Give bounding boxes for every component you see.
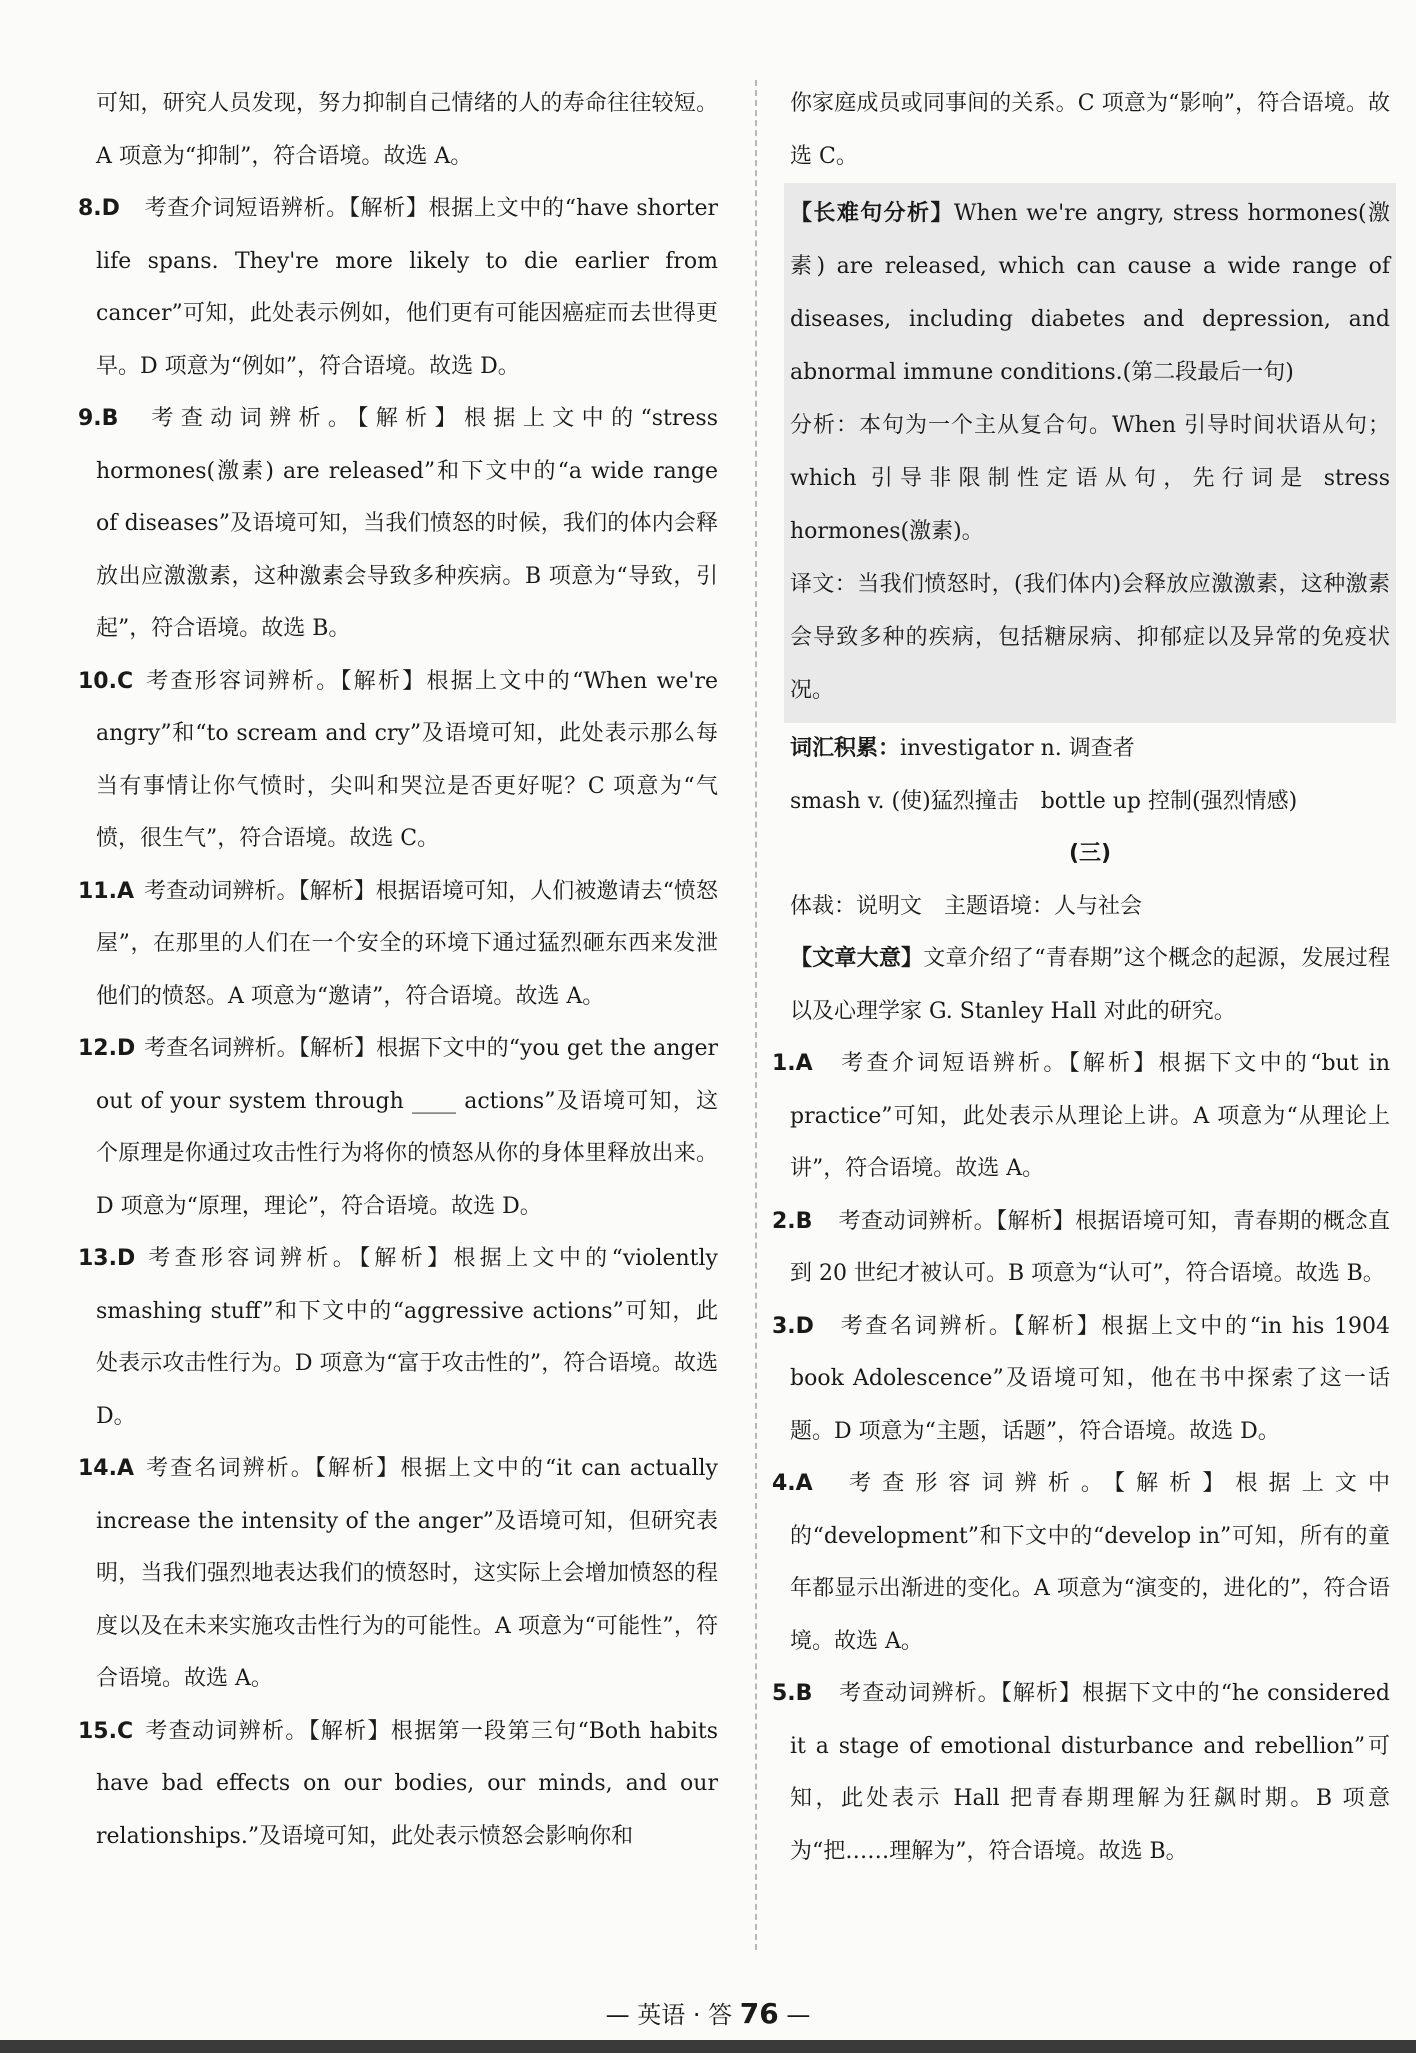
left-cont-text: 可知，研究人员发现，努力抑制自己情绪的人的寿命往往较短。A 项意为“抑制”，符合语境。故选 A。 — [96, 91, 718, 169]
answer-item-2 — [772, 1196, 1390, 1301]
item-text: 考查介词短语辨析。【解析】根据上文中的“have shorter life spans. They're more likely to die earlier from cancer”可知，此处表示例如，他们更有可能因癌症而去世得更早。D 项意为“例如”，符合语境。故选 D。 — [96, 196, 718, 379]
box-title: 【长难句分析】 — [790, 201, 954, 226]
item-text: 考查名词辨析。【解析】根据上文中的“in his 1904 book Adolescence”及语境可知，他在书中探索了这一话题。D 项意为“主题，话题”，符合语境。故选 D。 — [790, 1313, 1390, 1444]
genre-line: 体裁：说明文 主题语境：人与社会 — [790, 893, 1143, 919]
answer-item-3 — [772, 1301, 1390, 1459]
vocab-title: 词汇积累： — [790, 736, 901, 761]
answer-item-15 — [78, 1706, 718, 1864]
long-sentence-analysis-box — [784, 183, 1396, 723]
item-number: 12.D — [78, 1036, 136, 1061]
footer-subject: — 英语 · 答 — [605, 2001, 740, 2029]
item-number: 4.A — [772, 1471, 813, 1496]
right-cont-text: 你家庭成员或同事间的关系。C 项意为“影响”，符合语境。故选 C。 — [790, 91, 1390, 169]
item-text: 考查形容词辨析。【解析】根据上文中的“When we're angry”和“to scream and cry”及语境可知，此处表示那么每当有事情让你气愤时，尖叫和哭泣是否更好呢？C 项意为“气愤，很生气”，符合语境。故选 C。 — [96, 668, 718, 851]
vocab-line-2: smash v. (使)猛烈撞击 bottle up 控制(强烈情感) — [790, 788, 1298, 814]
item-number: 3.D — [772, 1313, 814, 1339]
item-text: 考查形容词辨析。【解析】根据上文中的“violently smashing stuff”和下文中的“aggressive actions”可知，此处表示攻击性行为。D 项意为“富于攻击性的”，符合语境。故选 D。 — [96, 1246, 718, 1429]
vocab-line-1: investigator n. 调查者 — [900, 736, 1135, 761]
summary-title: 【文章大意】 — [790, 946, 924, 971]
answer-item-5 — [772, 1668, 1390, 1878]
answer-item-12 — [78, 1023, 718, 1233]
item-number: 5.B — [772, 1681, 813, 1706]
box-translation: 译文：当我们愤怒时，(我们体内)会释放应激激素，这种激素会导致多种的疾病，包括糖尿病、抑郁症以及异常的免疫状况。 — [790, 572, 1390, 703]
summary-text: 文章介绍了“青春期”这个概念的起源，发展过程以及心理学家 G. Stanley Hall 对此的研究。 — [790, 946, 1390, 1024]
item-text: 考查动词辨析。【解析】根据上文中的“stress hormones(激素) are released”和下文中的“a wide range of diseases”及语境可知，当我们愤怒的时候，我们的体内会释放出应激激素，这种激素会导致多种疾病。B 项意为“导致，引起”，符合语境。故选 B。 — [96, 406, 718, 641]
item-text: 考查动词辨析。【解析】根据语境可知，人们被邀请去“愤怒屋”，在那里的人们在一个安全的环境下通过猛烈砸东西来发泄他们的愤怒。A 项意为“邀请”，符合语境。故选 A。 — [96, 878, 718, 1009]
item-number: 10.C — [78, 668, 134, 694]
box-sentence: When we're angry, stress hormones(激素) are released, which can cause a wide range of diseases, including diabetes and depression, and abnormal immune conditions.(第二段最后一句) — [790, 201, 1390, 385]
item-text: 考查名词辨析。【解析】根据上文中的“it can actually increase the intensity of the anger”及语境可知，但研究表明，当我们强烈地表达我们的愤怒时，这实际上会增加愤怒的程度以及在未来实施攻击性行为的可能性。A 项意为“可能性”，符合语境。故选 A。 — [96, 1456, 718, 1691]
item-number: 2.B — [772, 1208, 813, 1234]
item-number: 15.C — [78, 1718, 134, 1744]
bottom-bar — [0, 2040, 1416, 2053]
item-number: 14.A — [78, 1456, 134, 1481]
item-number: 9.B — [78, 406, 119, 431]
column-divider — [755, 80, 757, 1950]
box-analysis: 分析：本句为一个主从复合句。When 引导时间状语从句；which 引导非限制性定语从句，先行词是 stress hormones(激素)。 — [790, 413, 1390, 544]
item-number: 11.A — [78, 878, 134, 904]
left-column — [78, 78, 718, 1863]
answer-item-1 — [772, 1038, 1390, 1196]
page-number: 76 — [739, 1997, 779, 2030]
answer-item-11 — [78, 866, 718, 1024]
footer-dash: — — [778, 2001, 811, 2029]
item-text: 考查动词辨析。【解析】根据语境可知，青春期的概念直到 20 世纪才被认可。B 项意为“认可”，符合语境。故选 B。 — [790, 1208, 1390, 1286]
item-text: 考查动词辨析。【解析】根据第一段第三句“Both habits have bad effects on our bodies, our minds, and our relationships.”及语境可知，此处表示愤怒会影响你和 — [96, 1718, 718, 1849]
page-footer — [0, 1995, 1416, 2030]
item-number: 8.D — [78, 196, 120, 221]
answer-item-13 — [78, 1233, 718, 1443]
item-number: 13.D — [78, 1246, 136, 1271]
answer-item-10 — [78, 656, 718, 866]
item-number: 1.A — [772, 1051, 813, 1076]
answer-item-8 — [78, 183, 718, 393]
item-text: 考查动词辨析。【解析】根据下文中的“he considered it a stage of emotional disturbance and rebellion”可知，此处表示 Hall 把青春期理解为狂飙时期。B 项意为“把……理解为”，符合语境。故选 B。 — [790, 1681, 1390, 1864]
item-text: 考查名词辨析。【解析】根据下文中的“you get the anger out of your system through ____ actions”及语境可知，这个原理是你通过攻击性行为将你的愤怒从你的身体里释放出来。D 项意为“原理，理论”，符合语境。故选 D。 — [96, 1036, 718, 1219]
section-heading: (三) — [1068, 841, 1112, 866]
item-text: 考查形容词辨析。【解析】根据上文中的“development”和下文中的“develop in”可知，所有的童年都显示出渐进的变化。A 项意为“演变的，进化的”，符合语境。故选 A。 — [790, 1471, 1390, 1654]
answer-item-4 — [772, 1458, 1390, 1668]
right-column — [772, 78, 1390, 1878]
item-text: 考查介词短语辨析。【解析】根据下文中的“but in practice”可知，此处表示从理论上讲。A 项意为“从理论上讲”，符合语境。故选 A。 — [790, 1051, 1390, 1181]
answer-item-14 — [78, 1443, 718, 1706]
answer-item-9 — [78, 393, 718, 656]
